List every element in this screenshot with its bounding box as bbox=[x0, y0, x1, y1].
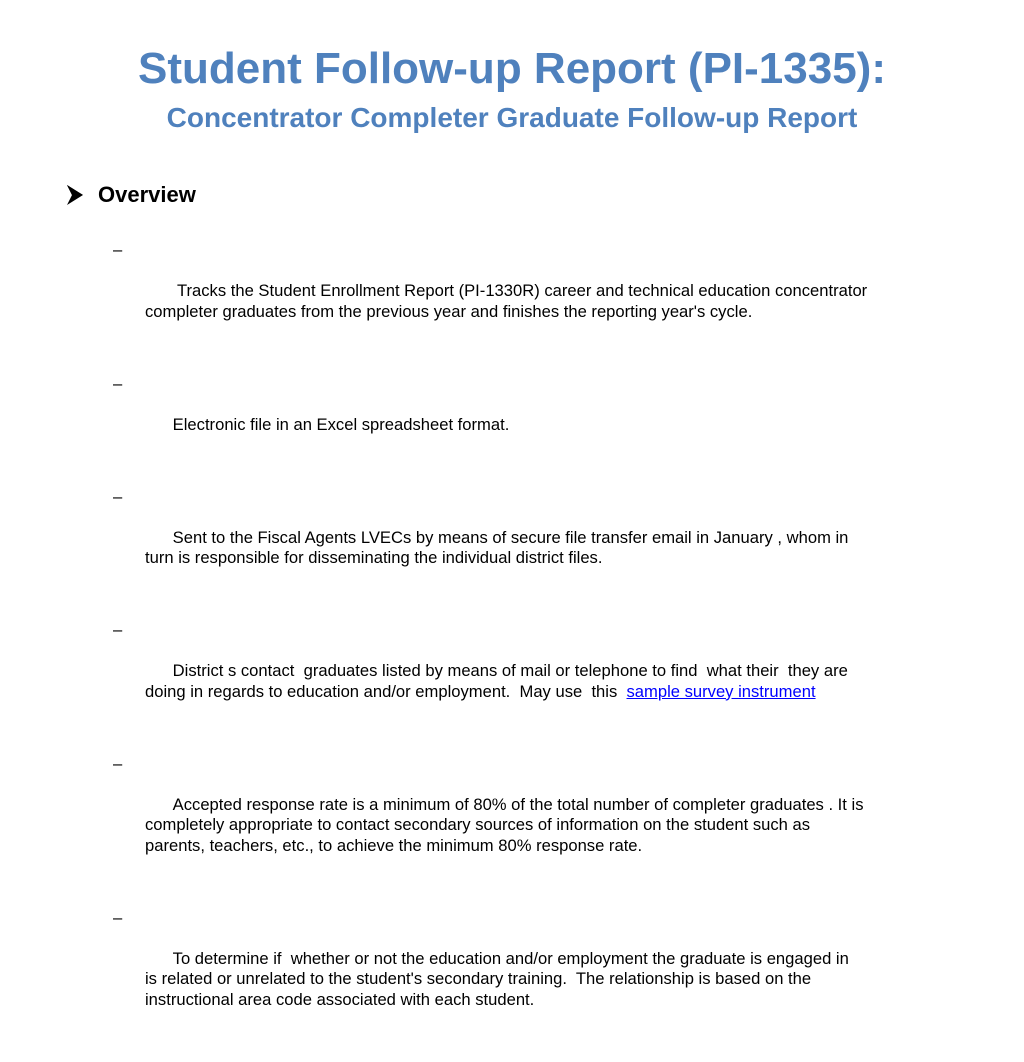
dash-bullet: – bbox=[113, 373, 123, 393]
slide-subtitle: Concentrator Completer Graduate Follow-up Report bbox=[166, 102, 858, 133]
section-heading: Overview bbox=[98, 182, 196, 207]
list-item-text: District s contact graduates listed by means of mail or telephone to find what their they are doing in regards to education and/or employment. May use this bbox=[145, 661, 848, 701]
dash-bullet: – bbox=[113, 620, 123, 639]
dash-bullet: – bbox=[113, 240, 123, 259]
dash-bullet: – bbox=[113, 907, 123, 927]
title-block bbox=[0, 42, 1024, 136]
list-item-text: To determine if whether or not the education and/or employment the graduate is engaged in is related or unrelated to the student's secondary training. The relationship is based on the instructional area code associated with each student. bbox=[145, 948, 849, 1009]
slide-title: Student Follow-up Report (PI-1335): bbox=[138, 44, 886, 93]
list-item bbox=[113, 487, 973, 590]
section-heading-row bbox=[66, 181, 196, 209]
dash-bullet: – bbox=[113, 486, 123, 506]
list-item bbox=[113, 374, 973, 456]
dash-bullet: – bbox=[113, 753, 123, 773]
list-item bbox=[113, 240, 973, 343]
list-item-text: Sent to the Fiscal Agents LVECs by means of secure file transfer email in January , whom in turn is responsible for disseminating the individual district files. bbox=[145, 527, 849, 567]
sample-survey-link[interactable]: sample survey instrument bbox=[626, 681, 816, 701]
bullet-list bbox=[113, 240, 973, 1062]
list-item-text: Tracks the Student Enrollment Report (PI-1330R) career and technical education concentrator completer graduates from the previous year and finishes the reporting year's cycle. bbox=[145, 281, 868, 321]
list-item-text: Electronic file in an Excel spreadsheet format. bbox=[172, 414, 510, 434]
list-item-text: Accepted response rate is a minimum of 80% of the total number of completer graduates . It is completely appropriate to contact secondary sources of information on the student such as parents, teachers, etc., to achieve the minimum 80% response rate. bbox=[145, 794, 864, 855]
list-item bbox=[113, 754, 973, 877]
arrowhead-bullet-icon bbox=[66, 184, 84, 206]
list-item bbox=[113, 620, 973, 723]
list-item bbox=[113, 908, 973, 1031]
